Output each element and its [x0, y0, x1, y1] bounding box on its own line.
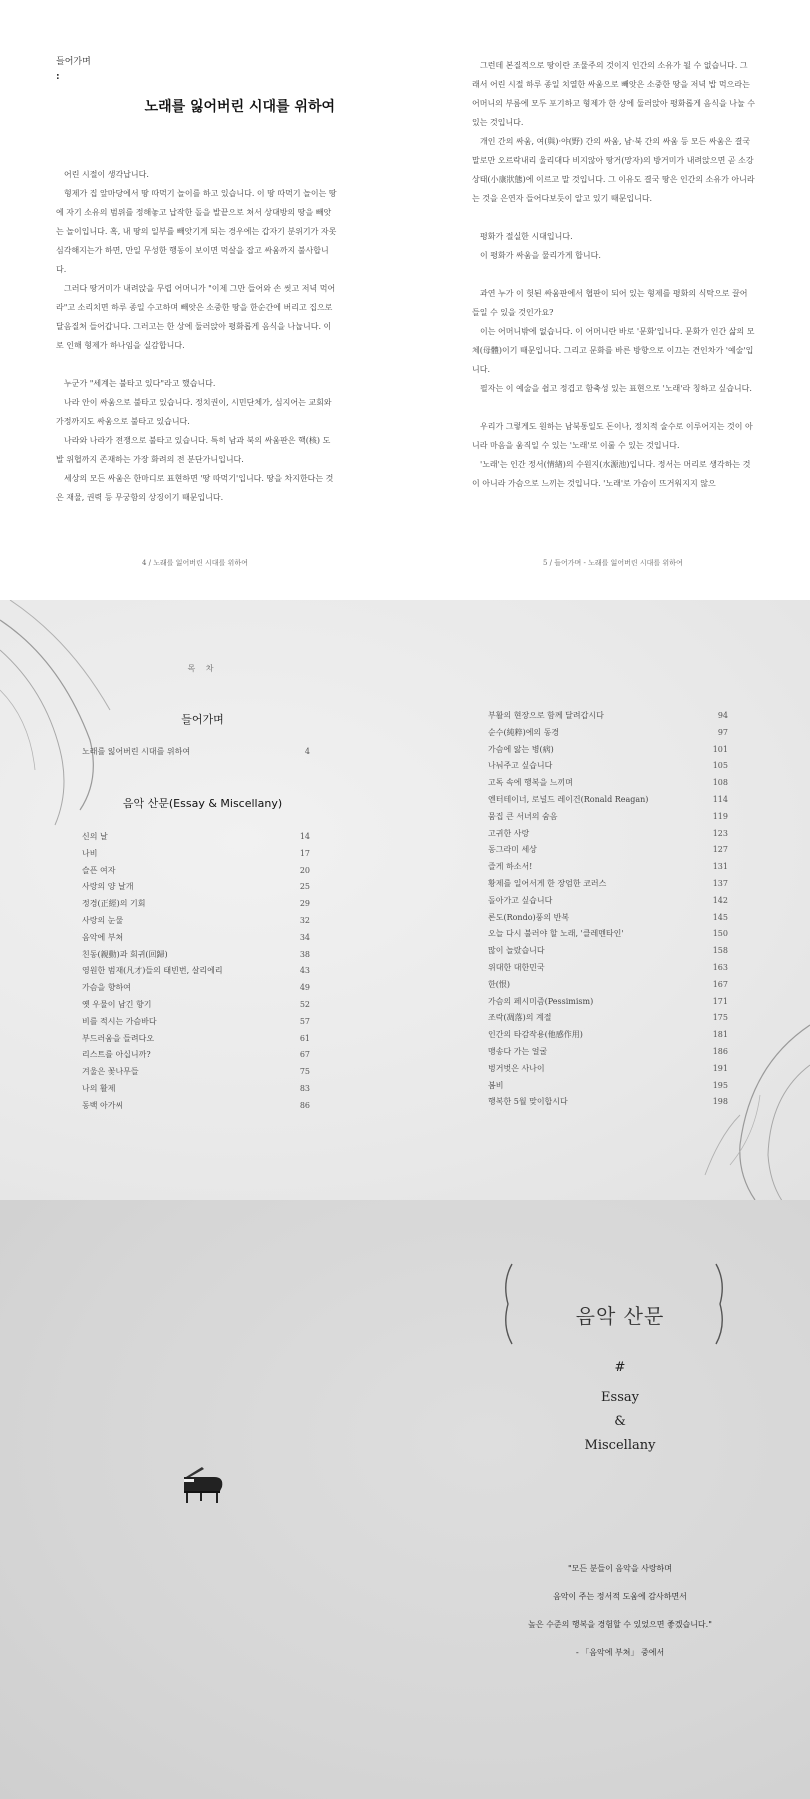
cover-amp: & [614, 1414, 626, 1429]
toc-entry-page: 20 [299, 865, 310, 875]
toc-entry[interactable] [82, 1014, 310, 1031]
toc-entry-title: 노래를 잃어버린 시대를 위하여 [82, 747, 191, 756]
toc-entry-page: 123 [712, 828, 728, 838]
toc-entry-page: 52 [299, 999, 310, 1009]
toc-entry-title: 조락(凋落)의 계절 [488, 1013, 552, 1023]
toc-entry-title: 사랑의 눈물 [82, 915, 124, 925]
toc-entry[interactable] [488, 742, 728, 759]
cover-essay: Essay [601, 1390, 639, 1405]
toc-entry-page: 49 [299, 983, 310, 993]
toc-entry-title: 벙거벗은 사나이 [488, 1063, 545, 1073]
toc-entry-page: 131 [712, 862, 728, 872]
toc-entry[interactable] [82, 879, 310, 896]
toc-entry[interactable] [82, 930, 310, 947]
toc-entry[interactable] [488, 792, 728, 809]
toc-entry[interactable] [488, 960, 728, 977]
toc-entry-title: 봄비 [488, 1080, 504, 1090]
toc-entry-page: 61 [299, 1033, 310, 1043]
paragraph: 그러다 땅거미가 내려앉을 무렵 어머니가 "이제 그만 들어와 손 씻고 저녁 먹어라"고 소리치면 하루 종일 수고하며 빼앗은 소중한 땅을 한순간에 버리고 집으로 달음질쳐 들어갑니다. 그러고는 한 상에 둘러앉아 평화롭게 음식을 나눕니다. 이로 인해 형제가 하나임을 실감합니다. [56, 284, 336, 350]
toc-entry-page: 25 [299, 882, 310, 892]
toc-entry-page: 137 [712, 878, 728, 888]
cover-miscellany: Miscellany [584, 1438, 656, 1453]
toc-entry-title: 동백 아가씨 [82, 1100, 124, 1110]
toc-entry-page: 167 [712, 979, 728, 989]
toc-right-list [488, 708, 728, 1111]
paragraph: 어린 시절이 생각납니다. [64, 170, 149, 179]
toc-entry-page: 29 [299, 899, 310, 909]
paragraph-gap [472, 265, 755, 284]
toc-essay-heading: 음악 산문(Essay & Miscellany) [122, 797, 283, 810]
toc-entry-title: 리스트를 아십니까? [82, 1050, 151, 1060]
toc-entry-title: 가슴에 앓는 병(病) [488, 744, 554, 754]
toc-entry-page: 105 [712, 761, 728, 771]
toc-entry-page: 191 [712, 1063, 728, 1073]
paragraph: 우리가 그렇게도 원하는 남북통일도 돈이나, 정치적 술수로 이루어지는 것이 아니라 마음을 움직일 수 있는 '노래'로 이룰 수 있는 것입니다. [472, 422, 753, 450]
toc-entry-title: 고귀한 사랑 [488, 828, 530, 838]
toc-entry-page: 4 [304, 747, 310, 756]
toc-entry-title: 부드러움을 들려다오 [82, 1033, 155, 1043]
paragraph: 평화가 절실한 시대입니다. [480, 232, 573, 241]
toc-entry-title: 인간의 타감작용(他感作用) [488, 1030, 583, 1040]
toc-entry[interactable] [488, 708, 728, 725]
toc-entry-title: 옛 우물이 남긴 향기 [82, 999, 152, 1009]
toc-entry-page: 145 [712, 912, 728, 922]
quote-line: 높은 수준의 행복을 경험할 수 있었으면 좋겠습니다." [528, 1620, 712, 1629]
paragraph: 형제가 집 앞마당에서 땅 따먹기 놀이를 하고 있습니다. 이 땅 따먹기 놀이는 땅에 자기 소유의 범위를 정해놓고 납작한 돌을 발끝으로 쳐서 상대방의 땅을 빼앗는 놀이입니다. 혹, 내 땅의 일부를 빼앗기게 되는 경우에는 갑자기 분위기가 자못 심각해지는가 하면, 만일 무성한 행동이 보이면 먹살을 잡고 싸움까지 불사합니다. [56, 189, 337, 274]
toc-entry[interactable] [82, 1098, 310, 1115]
toc-entry-page: 86 [299, 1100, 310, 1110]
toc-entry[interactable] [488, 1027, 728, 1044]
toc-entry-title: 겨울은 꽃나무들 [82, 1067, 139, 1077]
toc-entry-page: 158 [712, 946, 728, 956]
toc-entry[interactable] [82, 1081, 310, 1098]
toc-entry-page: 97 [717, 727, 728, 737]
toc-entry-title: 많이 놀랐습니다 [488, 946, 545, 956]
toc-entry[interactable] [82, 963, 310, 980]
toc-entry-title: 가슴의 페시미즘(Pessimism) [488, 996, 594, 1006]
toc-intro-heading: 들어가며 [181, 713, 224, 726]
toc-entry[interactable] [488, 826, 728, 843]
toc-entry-title: 뭄집 큰 서녀의 숨음 [488, 811, 558, 821]
toc-entry-page: 150 [712, 929, 728, 939]
toc-entry-title: 신의 날 [82, 832, 108, 841]
toc-entry-title: 위대한 대한민국 [488, 962, 545, 972]
toc-entry-page: 94 [717, 711, 728, 720]
toc-entry[interactable] [488, 725, 728, 742]
toc-entry-title: 동그라미 세상 [488, 845, 537, 855]
toc-entry-title: 고독 속에 행복을 느끼며 [488, 778, 573, 788]
paragraph: 누군가 "세계는 불타고 있다"라고 했습니다. [64, 379, 216, 388]
toc-entry-page: 14 [299, 832, 310, 841]
toc-entry-title: 황제를 일어서게 한 장엄한 코러스 [488, 878, 607, 888]
toc-left-list [82, 829, 310, 1115]
toc-entry-title: 맹송다 가는 얼굴 [488, 1046, 548, 1056]
right-page-body [472, 56, 755, 493]
paragraph: '노래'는 인간 정서(情緖)의 수원지(水源池)입니다. 정서는 머리로 생각하는 것이 아니라 가슴으로 느끼는 것입니다. '노래'로 가슴이 뜨거워지지 않으 [472, 460, 751, 488]
toc-entry[interactable] [82, 913, 310, 930]
toc-entry[interactable] [488, 1061, 728, 1078]
cover-title: 음악 산문 [575, 1304, 665, 1328]
toc-entry[interactable] [488, 994, 728, 1011]
toc-entry-title: 영원한 범재(凡才)들의 태빈번, 살리에리 [82, 966, 223, 976]
toc-entry-title: 부활의 현장으로 함께 달려갑시다 [488, 711, 604, 720]
toc-entry-title: 한(恨) [488, 979, 510, 989]
paragraph: 세상의 모든 싸움은 한마디로 표현하면 '땅 따먹기'입니다. 땅을 차지한다는 것은 재물, 권력 등 무궁함의 상징이기 때문입니다. [56, 474, 334, 502]
toc-entry-title: 오늘 다시 불러야 할 노래, '클레멘타인' [488, 929, 624, 939]
quote-line: "모든 분들이 음악을 사랑하며 [567, 1564, 673, 1573]
toc-entry-title: 나눠주고 싶습니다 [488, 761, 553, 771]
grand-piano-icon [180, 1465, 226, 1505]
toc-entry-title: 가슴을 향하여 [82, 983, 131, 993]
quote-source: - 「음악에 부쳐」 중에서 [575, 1648, 665, 1657]
paragraph: 필자는 이 예술을 쉽고 정겹고 함축성 있는 표현으로 '노래'라 칭하고 싶습니다. [480, 384, 752, 393]
left-page-body [56, 165, 338, 507]
toc-entry[interactable] [82, 997, 310, 1014]
toc-entry-page: 75 [299, 1067, 310, 1077]
paragraph: 이 평화가 싸움을 물리가게 합니다. [480, 251, 601, 260]
toc-entry[interactable] [488, 775, 728, 792]
toc-entry-title: 순수(純粹)에의 동경 [488, 727, 560, 737]
right-page-footer: 5 / 들어가며 - 노래를 잃어버린 시대를 위하여 [543, 559, 683, 567]
toc-entry[interactable] [82, 947, 310, 964]
toc-entry[interactable] [488, 1044, 728, 1061]
toc-entry-page: 83 [299, 1083, 310, 1093]
toc-entry-page: 67 [299, 1050, 310, 1060]
toc-entry[interactable] [488, 910, 728, 927]
toc-entry-page: 198 [712, 1097, 728, 1107]
toc-entry[interactable] [488, 859, 728, 876]
toc-entry-page: 32 [299, 915, 310, 925]
toc-entry-page: 43 [299, 966, 310, 976]
right-bracket-icon [712, 1262, 728, 1346]
paragraph: 이는 어머니밖에 없습니다. 이 어머니란 바로 '문화'입니다. 문화가 인간 삶의 모체(母體)이기 때문입니다. 그리고 문화를 바른 방향으로 이끄는 견인차가 '예술'입니다. [472, 327, 755, 374]
paragraph: 개인 간의 싸움, 여(與)·야(野) 간의 싸움, 남·북 간의 싸움 등 모든 싸움은 결국 말로만 오르락내리 울리대다 비지않아 땅거(망자)의 방거미가 내려앉으면 곧 소강상태(小康狀態)에 이르고 말 것입니다. 그 이유도 결국 땅은 인간의 소유가 아니라는 것을 은연자 들어다보듯이 알고 있기 때문입니다. [472, 137, 755, 203]
toc-entry-title: 나의 활제 [82, 1083, 116, 1093]
toc-entry-page: 195 [712, 1080, 728, 1090]
paragraph: 과연 누가 이 헛된 싸움판에서 협판이 되어 있는 형제를 평화의 식탁으로 끌어들일 수 있을 것인가요? [472, 289, 748, 317]
toc-entry[interactable] [82, 829, 310, 846]
toc-entry[interactable] [488, 758, 728, 775]
toc-entry[interactable] [488, 809, 728, 826]
toc-entry-page: 101 [712, 744, 728, 754]
left-page-footer: 4 / 노래를 잃어버린 시대를 위하여 [142, 559, 248, 567]
paragraph-gap [472, 398, 755, 417]
paragraph-gap [56, 355, 338, 374]
left-bracket-icon [500, 1262, 516, 1346]
toc-entry-title: 돌아가고 싶습니다 [488, 895, 553, 905]
toc-entry-page: 108 [712, 778, 728, 788]
toc-entry[interactable] [82, 980, 310, 997]
toc-entry-page: 171 [712, 996, 728, 1006]
section-label: 들어가며 [56, 57, 91, 67]
toc-entry-title: 나비 [82, 848, 98, 858]
toc-entry-page: 38 [299, 949, 310, 959]
toc-entry-page: 175 [712, 1013, 728, 1023]
toc-entry-page: 114 [712, 794, 728, 804]
toc-entry[interactable] [82, 863, 310, 880]
toc-entry-title: 엔터테이너, 로널드 레이건(Ronald Reagan) [488, 794, 649, 804]
chapter-title: 노래를 잃어버린 시대를 위하여 [144, 99, 335, 115]
toc-entry[interactable] [488, 876, 728, 893]
toc-entry-title: 론도(Rondo)풍의 반복 [488, 912, 570, 922]
toc-entry[interactable] [488, 842, 728, 859]
paragraph: 그런데 본질적으로 땅이란 조물주의 것이지 인간의 소유가 될 수 없습니다. 그래서 어린 시절 하루 종일 치열한 싸움으로 빼앗은 소중한 땅을 저녁 밥 먹으라는 어머니의 부름에 모두 포기하고 형제가 한 상에 둘러앉아 평화롭게 음식을 나눌 수 있는 것입니다. [472, 61, 755, 127]
toc-heading: 목 차 [187, 664, 218, 673]
toc-entry-title: 친동(親動)과 회귀(回歸) [82, 949, 168, 959]
paragraph-gap [472, 208, 755, 227]
cover-hash: # [614, 1360, 626, 1375]
quote-line: 음악이 주는 정서적 도움에 감사하면서 [553, 1592, 687, 1601]
toc-entry[interactable] [488, 926, 728, 943]
paragraph: 나라 안이 싸움으로 불타고 있습니다. 정치권이, 시민단체가, 심지어는 교회와 가정까지도 싸움으로 불타고 있습니다. [56, 398, 332, 426]
toc-entry[interactable] [82, 1031, 310, 1048]
toc-entry[interactable] [488, 977, 728, 994]
toc-entry[interactable] [82, 744, 310, 761]
toc-entry-page: 57 [299, 1016, 310, 1026]
toc-entry-title: 즐게 하소서! [488, 862, 533, 872]
toc-entry-title: 슬픈 여자 [82, 865, 116, 875]
paragraph: 나라와 나라가 전쟁으로 불타고 있습니다. 특히 남과 북의 싸움판은 핵(核) 도발 위협까지 존재하는 가장 화려의 전 분단가니입니다. [56, 436, 331, 464]
toc-entry-page: 142 [712, 895, 728, 905]
toc-entry[interactable] [488, 893, 728, 910]
table-of-contents [0, 600, 810, 1200]
toc-entry-page: 181 [712, 1030, 728, 1040]
toc-entry-title: 비를 적시는 가슴바다 [82, 1016, 157, 1026]
toc-entry-page: 119 [712, 811, 728, 821]
toc-intro-list [82, 744, 310, 761]
toc-entry-title: 음악에 부쳐 [82, 932, 124, 942]
book-spread [0, 0, 810, 600]
toc-entry[interactable] [488, 1078, 728, 1095]
toc-entry-title: 행복한 5월 맞이합시다 [488, 1097, 568, 1107]
toc-entry-page: 127 [712, 845, 728, 855]
toc-entry[interactable] [82, 1047, 310, 1064]
toc-entry-page: 186 [712, 1046, 728, 1056]
toc-entry[interactable] [488, 1010, 728, 1027]
toc-entry[interactable] [82, 896, 310, 913]
toc-entry[interactable] [488, 943, 728, 960]
toc-entry[interactable] [82, 846, 310, 863]
cover-page [0, 1200, 810, 1799]
toc-entry-title: 정경(正經)의 기회 [82, 899, 146, 909]
toc-entry-page: 163 [712, 962, 728, 972]
toc-entry-title: 사랑의 양 날개 [82, 882, 134, 892]
toc-entry-page: 34 [299, 932, 310, 942]
section-colon: : [56, 72, 60, 82]
toc-entry[interactable] [82, 1064, 310, 1081]
toc-entry[interactable] [488, 1094, 728, 1111]
toc-entry-page: 17 [299, 848, 310, 858]
